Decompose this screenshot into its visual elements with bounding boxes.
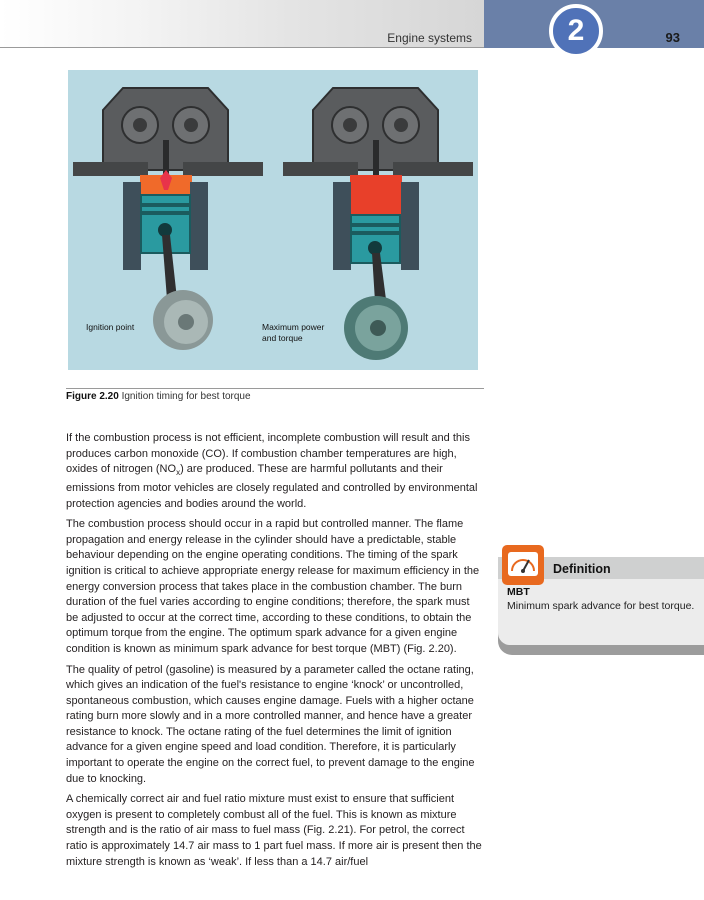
paragraph-1 bbox=[66, 431, 484, 512]
page-number: 93 bbox=[665, 30, 680, 45]
figure-caption-text: Ignition timing for best torque bbox=[121, 391, 251, 402]
nox-subscript: x bbox=[176, 468, 181, 478]
definition-box bbox=[498, 557, 704, 655]
definition-term: MBT bbox=[507, 586, 530, 598]
paragraph-2: The combustion process should occur in a rapid but controlled manner. The flame propagation and energy release in the cylinder should have a predictable, stable behaviour depending on the engine operating conditions. The timing of the spark ignition is critical to achieve appropriate energy release for maximum efficiency in the energy conversion process that takes place in the combustion chamber. The burn duration of the fuel varies according to engine conditions; therefore, the spark must be adjusted to occur at the correct time, according to these conditions, to obtain the optimum torque from the engine. The optimum spark advance for a given engine condition is known as minimum spark advance for best torque (MBT) (Fig. 2.20). bbox=[66, 518, 480, 655]
paragraph-1-part-a: If the combustion process is not efficient, incomplete combustion will result and this produces carbon monoxide (CO). If combustion chamber temperatures are high, oxides of nitrogen (NO bbox=[66, 432, 470, 476]
chapter-number: 2 bbox=[567, 14, 585, 47]
engine-ignition-figure bbox=[68, 70, 478, 370]
paragraph-4: A chemically correct air and fuel ratio mixture must exist to ensure that sufficient oxygen is present to completely combust all of the fuel. This is known as mixture strength and is the ratio of air mass to fuel mass (Fig. 2.21). For petrol, the correct ratio is approximately 14.7 air mass to 1 part fuel mass. If more air is present then the mixture strength is known as ‘weak’. If less than a 14.7 air/fuel bbox=[66, 793, 482, 868]
header-divider bbox=[0, 47, 484, 48]
paragraph-3: The quality of petrol (gasoline) is measured by a parameter called the octane rating, which gives an indication of the fuel's resistance to engine ‘knock’ or uncontrolled, spontaneous combustion, which causes engine damage. Fuels with a higher octane rating burn more slowly and in a more controlled manner, and hence have a greater resistance to knock. The octane rating of the fuel determines the limit of ignition advance for a given engine speed and load condition. Therefore, it is particularly important to operate the engine on the correct fuel, to prevent damage to the engine due to knocking. bbox=[66, 663, 475, 785]
body-text bbox=[66, 431, 484, 875]
label-ignition-point: Ignition point bbox=[86, 322, 135, 332]
engine-right-illustration bbox=[283, 88, 473, 360]
engine-left-illustration bbox=[73, 88, 263, 350]
section-title: Engine systems bbox=[387, 31, 472, 45]
label-maximum-power-line1: Maximum power bbox=[262, 322, 325, 332]
figure-caption bbox=[66, 391, 251, 402]
gauge-icon bbox=[502, 545, 544, 585]
figure-divider bbox=[66, 388, 484, 389]
definition-text: Minimum spark advance for best torque. bbox=[507, 600, 695, 612]
paragraph-1-part-b: ) are produced. These are harmful pollutants and their emissions from motor vehicles are closely regulated and controlled by environmental protection agencies and bodies around the world. bbox=[66, 463, 478, 510]
figure-number: Figure 2.20 bbox=[66, 391, 119, 402]
label-maximum-power-line2: and torque bbox=[262, 333, 303, 343]
definition-heading: Definition bbox=[553, 562, 611, 576]
chapter-badge bbox=[549, 4, 603, 58]
